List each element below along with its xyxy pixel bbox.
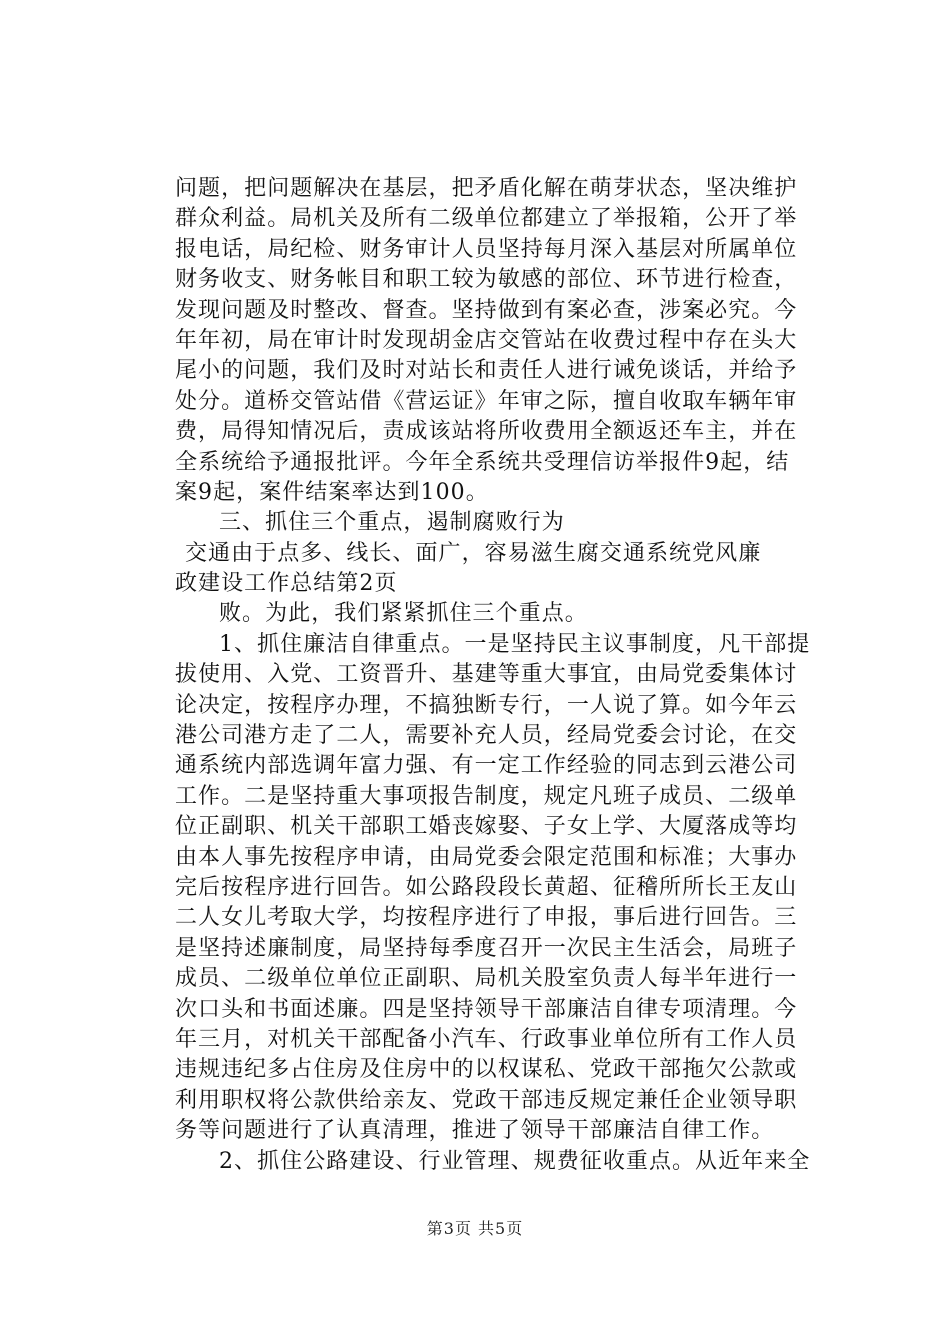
text-line: 由本人事先按程序申请，由局党委会限定范围和标准；大事办 xyxy=(175,844,798,870)
text-line: 年年初，局在审计时发现胡金店交管站在收费过程中存在头大 xyxy=(175,327,798,353)
text-line: 工作。二是坚持重大事项报告制度，规定凡班子成员、二级单 xyxy=(175,783,798,809)
text-line: 财务收支、财务帐目和职工较为敏感的部位、环节进行检查， xyxy=(175,267,798,293)
text-line: 位正副职、机关干部职工婚丧嫁娶、子女上学、大厦落成等均 xyxy=(175,814,798,840)
text-line: 2、抓住公路建设、行业管理、规费征收重点。从近年来全 xyxy=(219,1148,811,1174)
text-line: 费，局得知情况后，责成该站将所收费用全额返还车主，并在 xyxy=(175,419,798,445)
text-line: 是坚持述廉制度，局坚持每季度召开一次民主生活会，局班子 xyxy=(175,935,798,961)
document-body xyxy=(175,174,835,1177)
text-line: 处分。道桥交管站借《营运证》年审之际，擅自收取车辆年审 xyxy=(175,388,798,414)
text-line: 二人女儿考取大学，均按程序进行了申报，事后进行回告。三 xyxy=(175,905,798,931)
text-line: 群众利益。局机关及所有二级单位都建立了举报箱，公开了举 xyxy=(175,206,798,232)
text-line: 全系统给予通报批评。今年全系统共受理信访举报件9起，结 xyxy=(175,449,790,475)
page-footer: 第3页 共5页 xyxy=(426,1219,524,1238)
text-line: 成员、二级单位单位正副职、局机关股室负责人每半年进行一 xyxy=(175,966,798,992)
text-line: 通系统内部选调年富力强、有一定工作经验的同志到云港公司 xyxy=(175,753,798,779)
text-line: 案9起，案件结案率达到100。 xyxy=(175,479,489,505)
section-heading: 三、抓住三个重点，遏制腐败行为 xyxy=(219,510,565,536)
text-line: 港公司港方走了二人，需要补充人员，经局党委会讨论，在交 xyxy=(175,723,798,749)
text-line: 次口头和书面述廉。四是坚持领导干部廉洁自律专项清理。今 xyxy=(175,996,798,1022)
text-line: 报电话，局纪检、财务审计人员坚持每月深入基层对所属单位 xyxy=(175,236,798,262)
text-line: 完后按程序进行回告。如公路段段长黄超、征稽所所长王友山 xyxy=(175,874,798,900)
text-line: 发现问题及时整改、督查。坚持做到有案必查，涉案必究。今 xyxy=(175,297,798,323)
text-line: 务等问题进行了认真清理，推进了领导干部廉洁自律工作。 xyxy=(175,1118,775,1144)
text-line: 问题，把问题解决在基层，把矛盾化解在萌芽状态，坚决维护 xyxy=(175,176,798,201)
text-line: 论决定，按程序办理，不搞独断专行，一人说了算。如今年云 xyxy=(175,692,798,718)
text-line: 年三月，对机关干部配备小汽车、行政事业单位所有工作人员 xyxy=(175,1026,798,1052)
text-line: 违规违纪多占住房及住房中的以权谋私、党政干部拖欠公款或 xyxy=(175,1057,798,1083)
text-line: 1、抓住廉洁自律重点。一是坚持民主议事制度，凡干部提 xyxy=(219,631,811,657)
text-line: 尾小的问题，我们及时对站长和责任人进行诫免谈话，并给予 xyxy=(175,358,798,384)
text-line: 败。为此，我们紧紧抓住三个重点。 xyxy=(219,601,588,627)
text-line: 利用职权将公款供给亲友、党政干部违反规定兼任企业领导职 xyxy=(175,1087,798,1113)
text-line: 拔使用、入党、工资晋升、基建等重大事宜，由局党委集体讨 xyxy=(175,662,798,688)
text-line: 交通由于点多、线长、面广，容易滋生腐交通系统党风廉 xyxy=(185,540,762,566)
text-line: 政建设工作总结第2页 xyxy=(175,571,398,597)
